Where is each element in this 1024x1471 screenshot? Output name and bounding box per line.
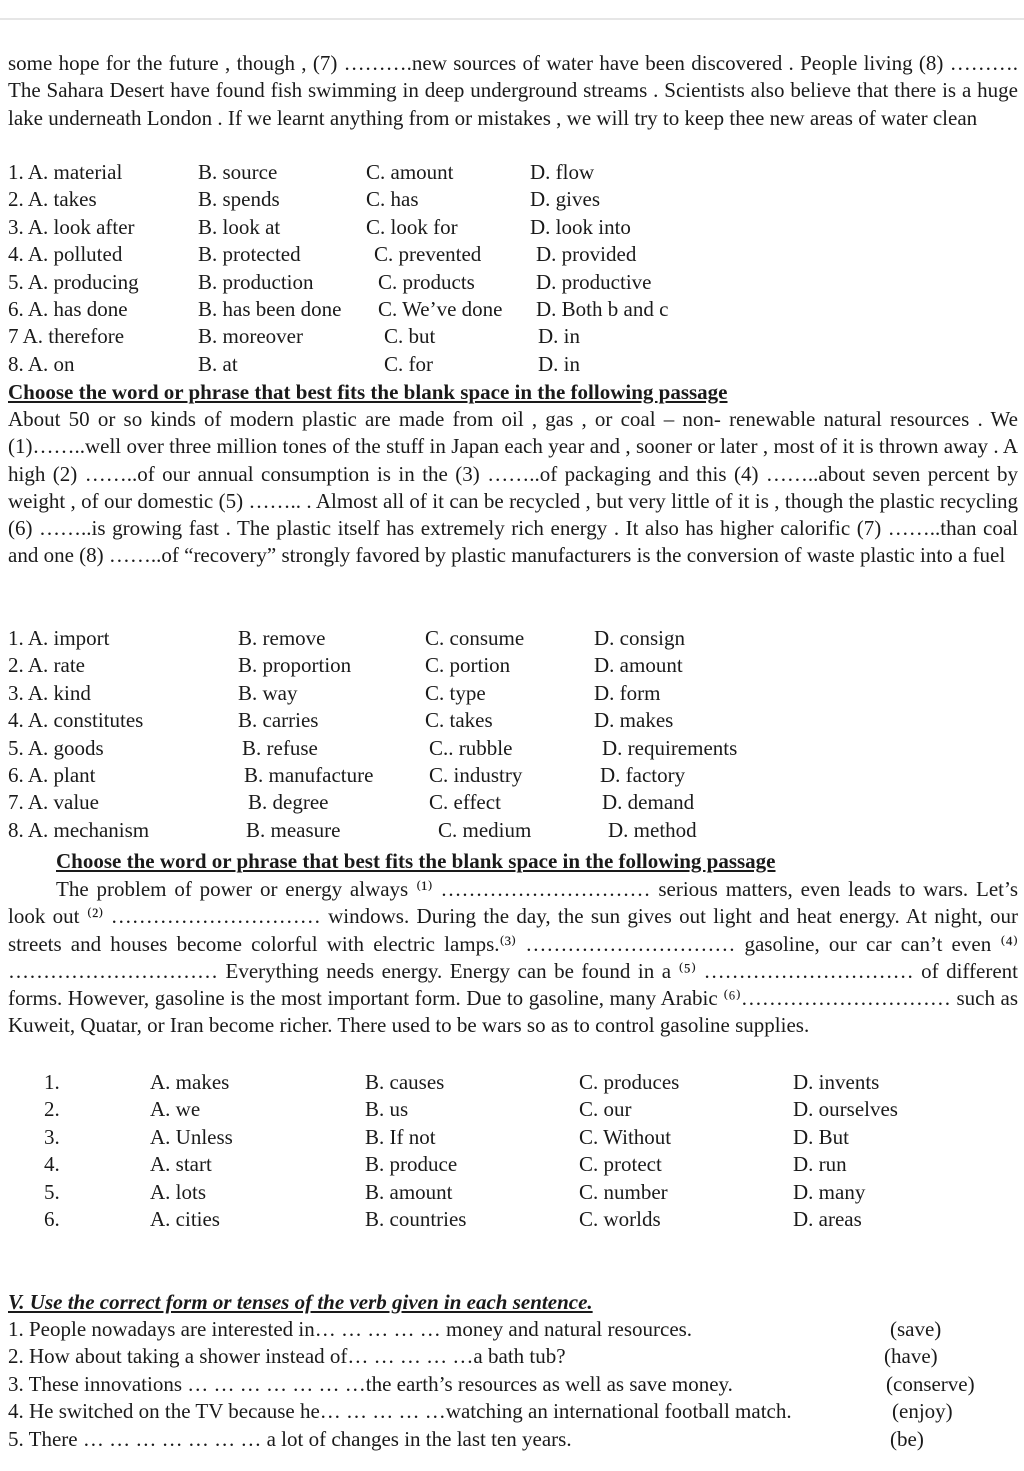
section-2-heading: Choose the word or phrase that best fits the blank space in the following passage [8, 380, 728, 404]
s3-q6-option-0: 6. [44, 1207, 60, 1231]
s3-q3-option-0: 3. [44, 1124, 60, 1149]
s2-q7-option-3: D. demand [602, 790, 695, 815]
s2-q5-option-3: D. requirements [602, 735, 738, 760]
s4-item-1-sentence: 1. People nowadays are interested in… … … … … money and natural resources. [8, 1317, 693, 1341]
s4-item-3-sentence: 3. These innovations … … … … … … …the earth’s resources as well as save money. [8, 1371, 733, 1396]
s1-q2-option-0: 2. A. takes [8, 187, 97, 212]
s2-q2-option-1: B. proportion [238, 653, 352, 678]
s2-q5-option-1: B. refuse [242, 735, 318, 760]
s2-q2-option-3: D. amount [594, 653, 683, 678]
s3-q5-option-3: C. number [579, 1179, 668, 1204]
s3-q2-option-3: C. our [579, 1097, 632, 1122]
s2-q3-option-3: D. form [594, 680, 661, 705]
s3-q6-option-4: D. areas [793, 1207, 862, 1231]
s3-q4-option-3: C. protect [579, 1152, 662, 1177]
s1-q8-option-1: B. at [198, 351, 238, 376]
s3-q5-option-0: 5. [44, 1179, 60, 1204]
s3-q2-option-1: A. we [150, 1097, 201, 1122]
s1-q7-option-3: D. in [538, 324, 580, 349]
s2-q1-option-0: 1. A. import [8, 626, 110, 650]
s2-q8-option-0: 8. A. mechanism [8, 817, 150, 842]
s1-q3-option-2: C. look for [366, 214, 458, 239]
s3-q4-option-4: D. run [793, 1152, 847, 1177]
s3-q2-option-2: B. us [365, 1097, 409, 1122]
passage-2: About 50 or so kinds of modern plastic are made from oil , gas , or coal – non- renewable natural resources . We (1)……..well over three million tones of the stuff in Japan each year and , sooner or later , most of it is thrown away . A high (2) ……..of our annual consumption is in the (3) ……..of packaging and this (4) ……..about seven percent by weight , of our domestic (5) …….. . Almost all of it can be recycled , but very little of it is , though the plastic recycling (6) ……..is growing fast . The plastic itself has extremely rich energy . It also has higher calorific (7) ……..than coal and one (8) ……..of “recovery” strongly favored by plastic manufacturers is the conversion of waste plastic into a fuel [8, 407, 1018, 568]
s3-q6-option-1: A. cities [150, 1207, 220, 1231]
s2-q7-option-0: 7. A. value [8, 790, 99, 815]
s2-q8-option-2: C. medium [438, 817, 532, 842]
s2-q4-option-1: B. carries [238, 708, 319, 733]
s1-q3-option-1: B. look at [198, 214, 281, 239]
s3-q5-option-4: D. many [793, 1179, 866, 1204]
s2-q2-option-2: C. portion [425, 653, 511, 678]
passage-1-ending: some hope for the future , though , (7) ……….new sources of water have been discovered . People living (8) ………. The Sahara Desert have found fish swimming in deep underground streams . Scientists also believe that there is a huge lake underneath London . If we learnt anything from or mistakes , we will try to keep thee new areas of water clean [8, 51, 1018, 130]
s3-q4-option-1: A. start [150, 1152, 212, 1177]
s4-item-5-sentence: 5. There … … … … … … … a lot of changes in the last ten years. [8, 1426, 572, 1451]
s1-q2-option-3: D. gives [530, 187, 600, 212]
s3-q3-option-4: D. But [793, 1124, 850, 1149]
s1-q4-option-2: C. prevented [374, 242, 482, 267]
s1-q2-option-2: C. has [366, 187, 419, 212]
s1-q5-option-0: 5. A. producing [8, 269, 139, 294]
s2-q1-option-3: D. consign [594, 626, 685, 650]
s1-q1-option-2: C. amount [366, 160, 454, 184]
s1-q6-option-3: D. Both b and c [536, 297, 669, 321]
s2-q7-option-2: C. effect [429, 790, 501, 815]
s3-q3-option-3: C. Without [579, 1124, 672, 1149]
s3-q2-option-4: D. ourselves [793, 1097, 898, 1122]
s2-q4-option-2: C. takes [425, 708, 493, 733]
s3-q6-option-2: B. countries [365, 1207, 467, 1231]
s2-q5-option-2: C.. rubble [429, 735, 513, 760]
s3-q5-option-1: A. lots [150, 1179, 207, 1204]
s1-q4-option-0: 4. A. polluted [8, 242, 123, 267]
s2-q6-option-0: 6. A. plant [8, 763, 96, 787]
s4-item-2-verb: (have) [884, 1344, 938, 1369]
s2-q5-option-0: 5. A. goods [8, 735, 104, 760]
s4-item-4-verb: (enjoy) [892, 1399, 953, 1424]
s3-q1-option-2: B. causes [365, 1070, 445, 1094]
s1-q1-option-3: D. flow [530, 160, 595, 184]
s3-q3-option-1: A. Unless [150, 1124, 233, 1149]
s2-q4-option-3: D. makes [594, 708, 674, 733]
s1-q4-option-1: B. protected [198, 242, 301, 267]
s1-q3-option-0: 3. A. look after [8, 214, 135, 239]
s3-q6-option-3: C. worlds [579, 1207, 661, 1231]
s3-q5-option-2: B. amount [365, 1179, 453, 1204]
s3-q4-option-0: 4. [44, 1152, 60, 1177]
s1-q3-option-3: D. look into [530, 214, 631, 239]
s2-q3-option-1: B. way [238, 680, 298, 705]
s4-item-1-verb: (save) [890, 1317, 942, 1341]
s1-q7-option-0: 7 A. therefore [8, 324, 125, 349]
s1-q5-option-2: C. products [378, 269, 475, 294]
s2-q6-option-1: B. manufacture [244, 763, 374, 787]
s1-q6-option-0: 6. A. has done [8, 297, 128, 321]
s2-q8-option-1: B. measure [246, 817, 341, 842]
s2-q4-option-0: 4. A. constitutes [8, 708, 144, 733]
s3-q1-option-3: C. produces [579, 1070, 680, 1094]
s2-q1-option-1: B. remove [238, 626, 326, 650]
s4-item-5-verb: (be) [890, 1426, 924, 1451]
s2-q3-option-0: 3. A. kind [8, 680, 91, 705]
s1-q6-option-1: B. has been done [198, 297, 342, 321]
s1-q8-option-3: D. in [538, 351, 580, 376]
s2-q6-option-2: C. industry [429, 763, 523, 787]
s2-q7-option-1: B. degree [248, 790, 329, 815]
s4-item-2-sentence: 2. How about taking a shower instead of… … … … …a bath tub? [8, 1344, 566, 1369]
s3-q1-option-0: 1. [44, 1070, 60, 1094]
s2-q3-option-2: C. type [425, 680, 486, 705]
s1-q5-option-3: D. productive [536, 269, 652, 294]
s1-q1-option-0: 1. A. material [8, 160, 123, 184]
s3-q1-option-4: D. invents [793, 1070, 880, 1094]
s3-q2-option-0: 2. [44, 1097, 60, 1122]
s4-item-4-sentence: 4. He switched on the TV because he… … … … …watching an international football match. [8, 1399, 792, 1424]
s1-q8-option-0: 8. A. on [8, 351, 75, 376]
s1-q6-option-2: C. We’ve done [378, 297, 503, 321]
s2-q8-option-3: D. method [608, 817, 697, 842]
s1-q4-option-3: D. provided [536, 242, 637, 267]
s1-q7-option-1: B. moreover [198, 324, 303, 349]
s1-q7-option-2: C. but [384, 324, 436, 349]
passage-3: The problem of power or energy always ⁽¹⁾ ………………………… serious matters, even leads to wars. Let’s look out ⁽²⁾ ………………………… windows. During the day, the sun gives out light and heat energy. At night, our streets and houses become colorful with electric lamps.⁽³⁾ ………………………… gasoline, our car can’t even ⁽⁴⁾ ………………………… Everything needs energy. Energy can be found in a ⁽⁵⁾ ………………………… of different forms. However, gasoline is the most important form. Due to gasoline, many Arabic ⁽⁶⁾………………………… such as Kuweit, Quatar, or Iran become richer. There used to be wars so as to control gasoline supplies. [8, 877, 1018, 1038]
s1-q5-option-1: B. production [198, 269, 314, 294]
s3-q1-option-1: A. makes [150, 1070, 230, 1094]
s4-item-3-verb: (conserve) [886, 1371, 975, 1396]
s1-q1-option-1: B. source [198, 160, 278, 184]
section-3-heading: Choose the word or phrase that best fits the blank space in the following passage [56, 849, 776, 873]
s2-q1-option-2: C. consume [425, 626, 525, 650]
s3-q3-option-2: B. If not [365, 1124, 436, 1149]
s1-q8-option-2: C. for [384, 351, 433, 376]
s2-q2-option-0: 2. A. rate [8, 653, 85, 678]
s2-q6-option-3: D. factory [600, 763, 686, 787]
s3-q4-option-2: B. produce [365, 1152, 458, 1177]
section-4-heading: V. Use the correct form or tenses of the verb given in each sentence. [8, 1290, 593, 1314]
top-divider [0, 18, 1024, 20]
s1-q2-option-1: B. spends [198, 187, 280, 212]
